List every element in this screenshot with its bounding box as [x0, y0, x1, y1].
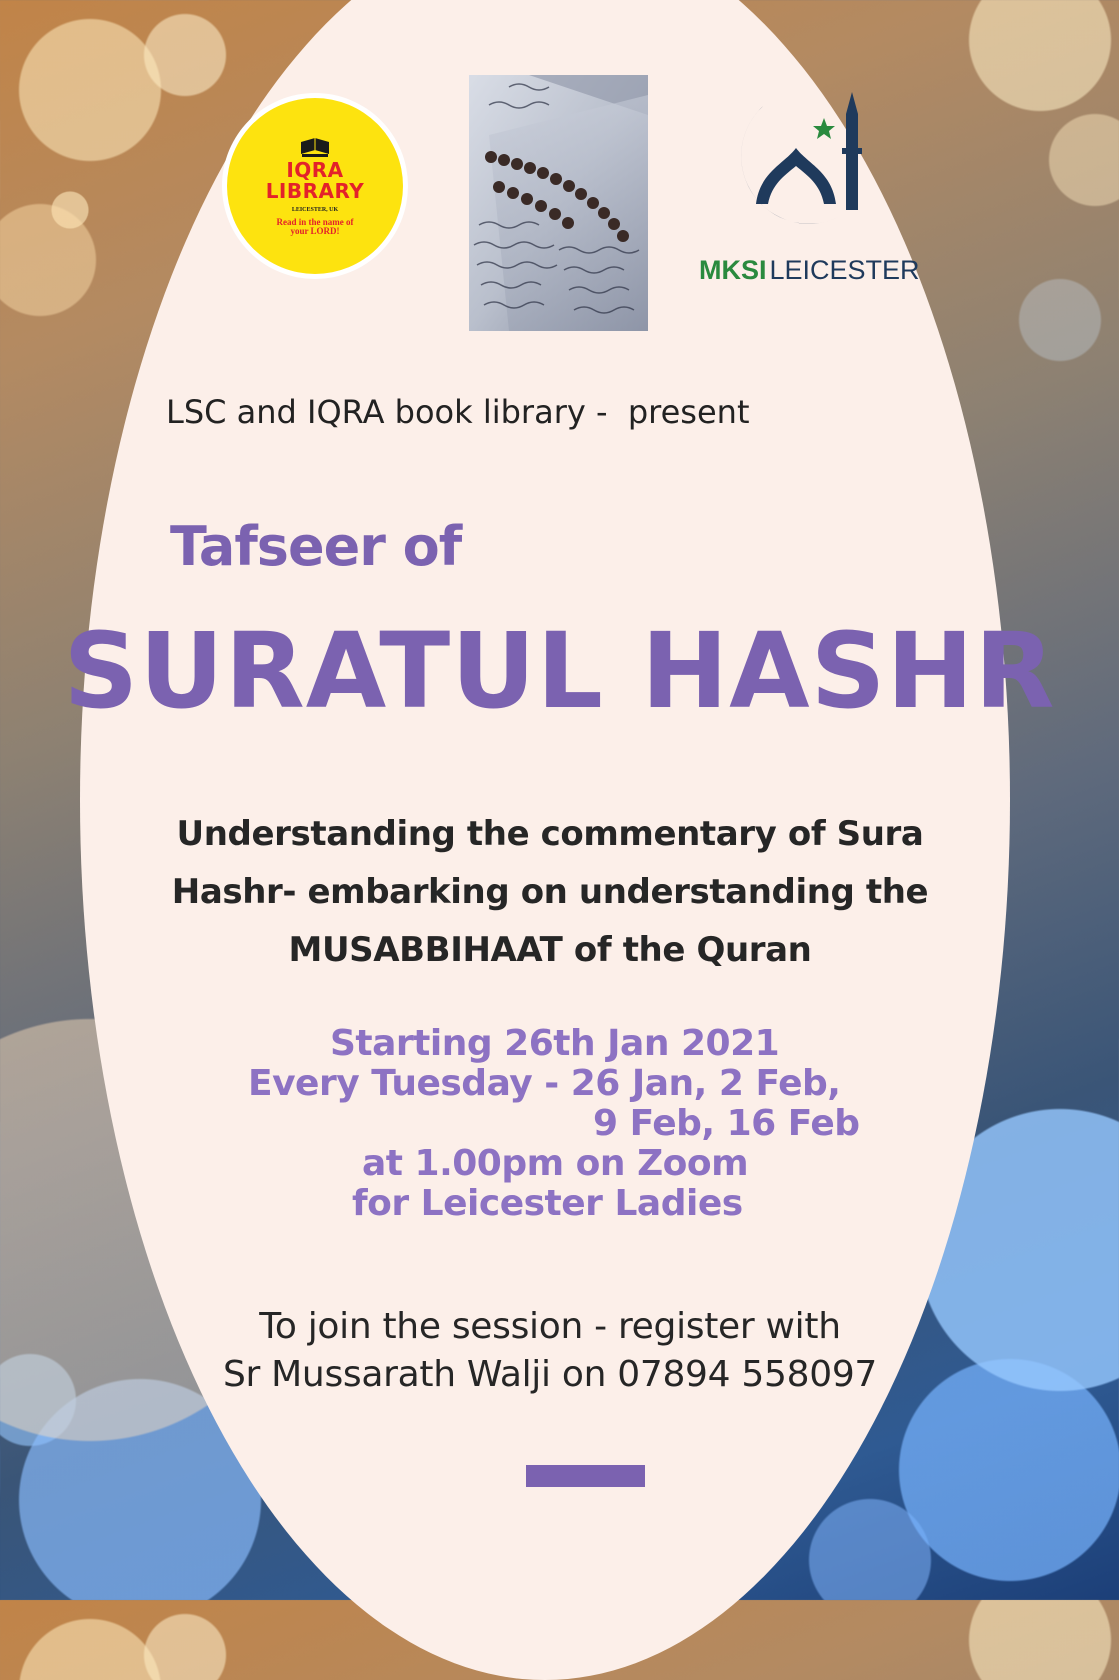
description-line: Hashr- embarking on understanding the	[171, 872, 929, 912]
presenters-line: LSC and IQRA book library - present	[166, 393, 750, 431]
schedule-audience: for Leicester Ladies	[352, 1183, 743, 1224]
quran-photo	[469, 75, 648, 331]
schedule-days-cont: 9 Feb, 16 Feb	[593, 1103, 860, 1144]
schedule-start: Starting 26th Jan 2021	[330, 1023, 780, 1064]
iqra-motto: Read in the name of your LORD!	[276, 217, 354, 236]
mksi-navy-text: LEICESTER	[769, 255, 920, 285]
mksi-green-text: MKSI	[699, 255, 767, 285]
description-line: Understanding the commentary of Sura	[176, 814, 924, 854]
schedule-time: at 1.00pm on Zoom	[362, 1143, 749, 1184]
subtitle: Tafseer of	[170, 515, 462, 578]
mosque-dome-minaret-icon	[738, 92, 878, 242]
description	[140, 805, 960, 979]
schedule-days: Every Tuesday - 26 Jan, 2 Feb,	[248, 1063, 841, 1104]
schedule	[240, 1024, 860, 1224]
page-title: SURATUL HASHR	[63, 610, 1056, 732]
iqra-library-logo	[222, 93, 408, 279]
register-info	[180, 1303, 920, 1399]
iqra-city: LEICESTER, UK	[291, 207, 339, 213]
book-icon	[298, 136, 332, 158]
description-line: MUSABBIHAAT of the Quran	[288, 930, 812, 970]
register-line: To join the session - register with	[259, 1306, 841, 1347]
register-contact: Sr Mussarath Walji on 07894 558097	[222, 1354, 878, 1395]
iqra-title: IQRA LIBRARY	[265, 158, 365, 203]
decorative-bar	[526, 1465, 645, 1487]
mksi-leicester-wordmark	[699, 255, 920, 286]
